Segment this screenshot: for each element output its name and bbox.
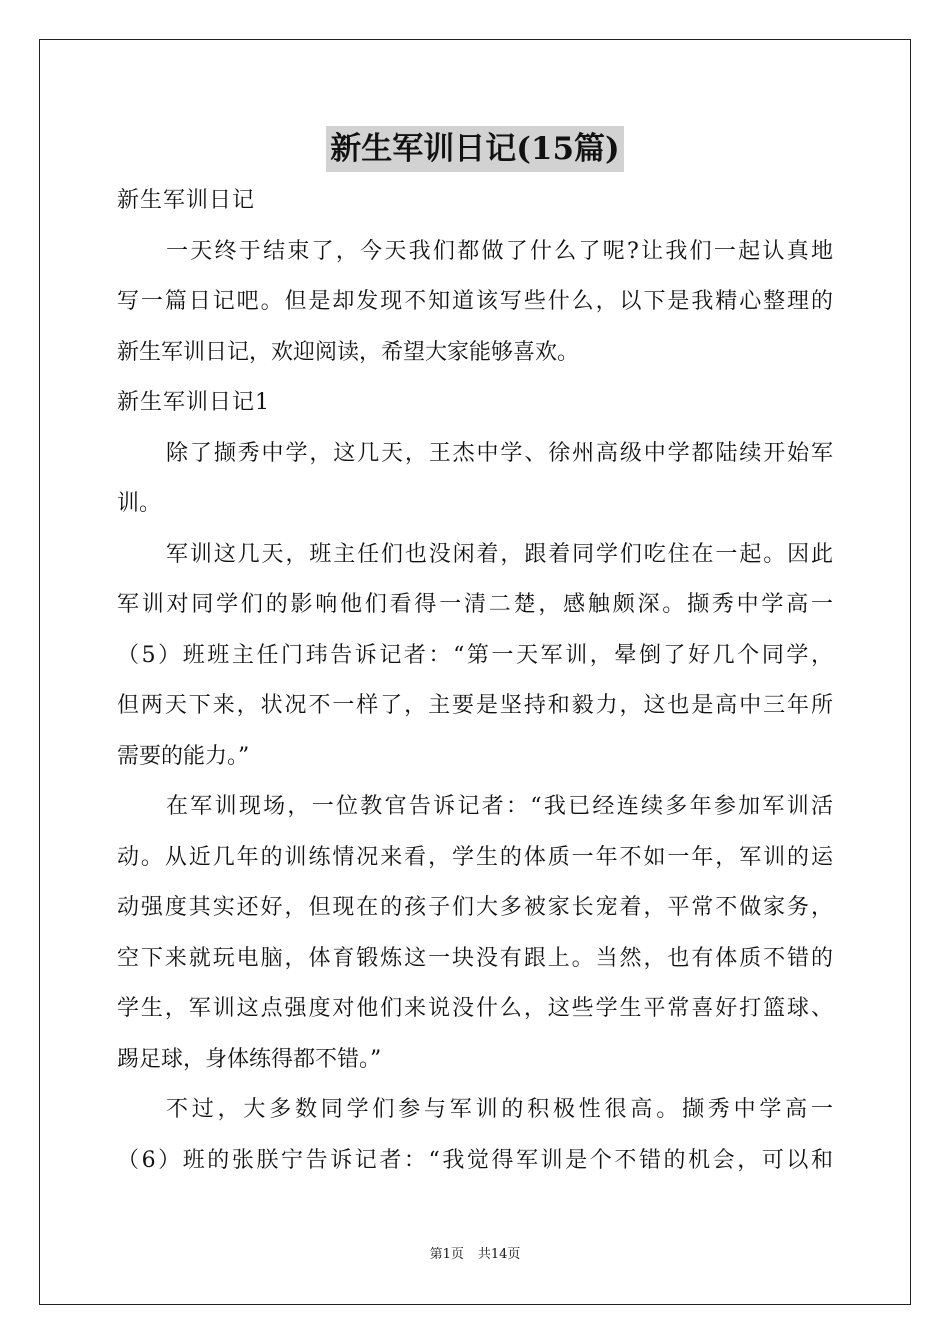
text-line: 写一篇日记吧。但是却发现不知道该写些什么，以下是我精心整理的	[117, 289, 833, 314]
text-line: 训。	[117, 491, 162, 516]
text-line: 不过，大多数同学们参与军训的积极性很高。撷秀中学高一	[166, 1097, 833, 1122]
text-line: 踢足球，身体练得都不错。”	[117, 1046, 382, 1072]
text-line: 一天终于结束了，今天我们都做了什么了呢?让我们一起认真地	[166, 238, 833, 264]
text-line: 新生军训日记，欢迎阅读，希望大家能够喜欢。	[117, 339, 580, 365]
text-line: 需要的能力。”	[117, 743, 250, 769]
text-line: 动。从近几年的训练情况来看，学生的体质一年不如一年，军训的运	[117, 844, 833, 870]
text-line: 在军训现场，一位教官告诉记者：“我已经连续多年参加军训活	[166, 794, 833, 819]
page-total: 共14页	[477, 1247, 521, 1262]
section-heading: 新生军训日记1	[117, 390, 270, 415]
section-heading: 新生军训日记	[117, 188, 256, 213]
page-footer	[0, 1243, 950, 1262]
text-line: 军训对同学们的影响他们看得一清二楚，感触颇深。撷秀中学高一	[117, 592, 833, 617]
text-line: 但两天下来，状况不一样了，主要是坚持和毅力，这也是高中三年所	[117, 693, 833, 718]
text-line: 动强度其实还好，但现在的孩子们大多被家长宠着，平常不做家务，	[117, 895, 833, 920]
text-line: 除了撷秀中学，这几天，王杰中学、徐州高级中学都陆续开始军	[166, 440, 833, 466]
text-line: （6）班的张朕宁告诉记者：“我觉得军训是个不错的机会，可以和	[117, 1147, 833, 1173]
title-container	[0, 126, 950, 172]
document-title: 新生军训日记(15篇)	[326, 126, 623, 172]
text-line: 空下来就玩电脑，体育锻炼这一块没有跟上。当然，也有体质不错的	[117, 945, 833, 971]
page-number: 第1页	[429, 1247, 464, 1262]
text-line: 军训这几天，班主任们也没闲着，跟着同学们吃住在一起。因此	[166, 541, 833, 567]
document-body	[117, 176, 833, 1186]
text-line: 学生，军训这点强度对他们来说没什么，这些学生平常喜好打篮球、	[117, 996, 833, 1021]
text-line: （5）班班主任门玮告诉记者：“第一天军训，晕倒了好几个同学，	[117, 642, 833, 668]
